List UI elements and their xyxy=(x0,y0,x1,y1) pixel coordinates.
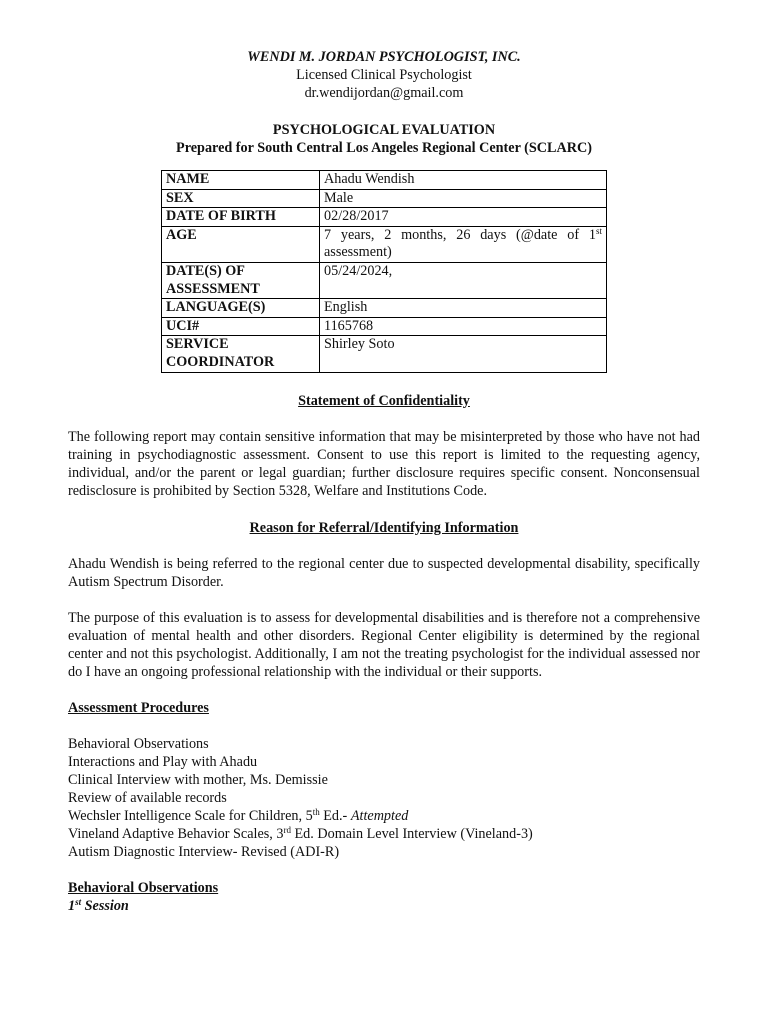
email-line: dr.wendijordan@gmail.com xyxy=(304,85,464,101)
procedures-list xyxy=(68,735,700,861)
name-label: NAME xyxy=(162,171,320,190)
wisc-status: Attempted xyxy=(350,807,409,824)
vineland-name: Vineland Adaptive Behavior Scales, 3 xyxy=(68,825,284,842)
list-item: Clinical Interview with mother, Ms. Demissie xyxy=(68,771,328,788)
age-value xyxy=(320,226,607,262)
list-item xyxy=(68,807,700,825)
assessment-dates-value: 05/24/2024, xyxy=(320,262,607,298)
coordinator-value: Shirley Soto xyxy=(320,336,607,372)
age-value-main: 7 years, 2 months, 26 days (@date of 1 xyxy=(324,226,596,243)
session-label xyxy=(68,897,700,915)
confidentiality-body: The following report may contain sensitive information that may be misinterpreted by those who have not had training in psychodiagnostic assessment. Consent to use this report is limited to the requesting agency, individual, and/or the parent or legal guardian; further disclosure requires specific consent. Nonconsensual redisclosure is prohibited by Section 5328, Welfare and Institutions Code. xyxy=(68,428,700,499)
list-item: Behavioral Observations xyxy=(68,735,209,752)
document-page xyxy=(68,44,700,915)
table-row xyxy=(162,226,607,262)
age-label: AGE xyxy=(162,226,320,262)
assessment-dates-label: DATE(S) OF ASSESSMENT xyxy=(162,262,320,298)
firm-name: WENDI M. JORDAN PSYCHOLOGIST, INC. xyxy=(247,49,521,65)
vineland-edition-sup: rd xyxy=(283,824,291,835)
dob-label: DATE OF BIRTH xyxy=(162,208,320,227)
wisc-edition-sup: th xyxy=(312,806,320,817)
evaluation-subtitle: Prepared for South Central Los Angeles Regional Center (SCLARC) xyxy=(176,140,592,156)
uci-label: UCI# xyxy=(162,317,320,336)
table-row xyxy=(162,336,607,372)
table-row xyxy=(162,171,607,190)
vineland-rest: Ed. Domain Level Interview (Vineland-3) xyxy=(290,825,533,842)
language-label: LANGUAGE(S) xyxy=(162,299,320,318)
list-item: Interactions and Play with Ahadu xyxy=(68,753,258,770)
dob-value: 02/28/2017 xyxy=(320,208,607,227)
observations-heading: Behavioral Observations xyxy=(68,879,219,896)
coordinator-label: SERVICE COORDINATOR xyxy=(162,336,320,372)
sex-label: SEX xyxy=(162,189,320,208)
age-value-sup: st xyxy=(595,225,602,236)
evaluation-title: PSYCHOLOGICAL EVALUATION xyxy=(272,122,496,138)
table-row xyxy=(162,208,607,227)
session-text: Session xyxy=(81,897,129,914)
session-number-sup: st xyxy=(75,896,82,907)
name-value: Ahadu Wendish xyxy=(320,171,607,190)
referral-paragraph-2: The purpose of this evaluation is to assess for developmental disabilities and is therefore not a comprehensive evaluation of mental health and other disorders. Regional Center eligibility is determined by the regional center and not this psychologist. Additionally, I am not the treating psychologist for the individual assessed nor do I have an ongoing professional relationship with the individual or their supports. xyxy=(68,609,700,680)
credential-line: Licensed Clinical Psychologist xyxy=(296,67,472,83)
client-info-table xyxy=(161,170,607,373)
confidentiality-heading: Statement of Confidentiality xyxy=(298,392,470,409)
referral-heading: Reason for Referral/Identifying Information xyxy=(249,519,519,536)
referral-paragraph-1: Ahadu Wendish is being referred to the regional center due to suspected developmental disability, specifically Autism Spectrum Disorder. xyxy=(68,555,700,590)
list-item xyxy=(68,825,700,843)
wisc-ed: Ed.- xyxy=(319,807,351,824)
age-value-end: assessment) xyxy=(324,244,392,261)
list-item: Review of available records xyxy=(68,789,227,806)
table-row xyxy=(162,317,607,336)
sex-value: Male xyxy=(320,189,607,208)
table-row xyxy=(162,189,607,208)
procedures-heading: Assessment Procedures xyxy=(68,699,209,716)
language-value: English xyxy=(320,299,607,318)
table-row xyxy=(162,262,607,298)
list-item: Autism Diagnostic Interview- Revised (ADI-R) xyxy=(68,843,340,860)
wisc-name: Wechsler Intelligence Scale for Children, 5 xyxy=(68,807,313,824)
session-number: 1 xyxy=(68,897,76,914)
uci-value: 1165768 xyxy=(320,317,607,336)
table-row xyxy=(162,299,607,318)
